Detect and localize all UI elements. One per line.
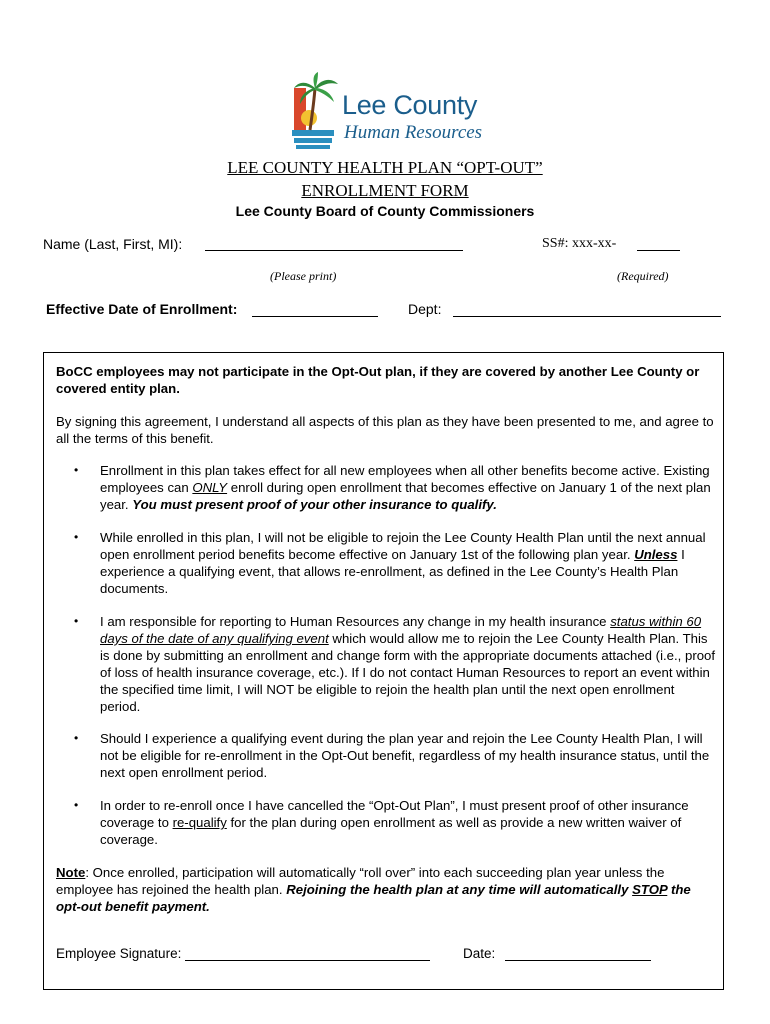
bullet-5-text <box>100 797 718 848</box>
bullet-1-proof: You must present proof of your other insurance to qualify. <box>132 497 497 512</box>
note-part-d: the opt-out benefit payment. <box>56 882 691 914</box>
form-title-line2 <box>0 181 770 201</box>
bullet-2-text <box>100 529 718 597</box>
logo-title: Lee County <box>342 90 478 120</box>
note-stop: STOP <box>632 882 668 897</box>
note-part-b: Rejoining the health plan at any time will automatically <box>286 882 633 897</box>
name-label: Name (Last, First, MI): <box>43 236 183 252</box>
effective-date-field[interactable] <box>252 316 378 317</box>
lee-county-logo <box>288 72 488 154</box>
signature-field[interactable] <box>185 960 430 961</box>
effective-date-label: Effective Date of Enrollment: <box>46 301 238 317</box>
bullet-3-part-c: which would allow me to rejoin the Lee County Health Plan. This is done by submitting an enrollment and change form with the appropriate documents attached (i.e., proof of loss of health insurance coverage, etc.). If I do not contact Human Resources to report an event within the specified time limit, I will NOT be eligible to rejoin the health plan until the next open enrollment period. <box>100 631 716 714</box>
bullet-4: • <box>74 731 79 745</box>
ss-label: SS#: xxx-xx- <box>542 236 617 251</box>
bullet-1-text <box>100 462 718 513</box>
bullet-2-unless: Unless <box>634 547 678 562</box>
bullet-3-part-a: I am responsible for reporting to Human Resources any change in my health insurance <box>100 614 611 629</box>
bullet-2: • <box>74 530 79 544</box>
date-label: Date: <box>463 946 496 961</box>
ss-hint: (Required) <box>617 269 669 283</box>
bullet-5-requalify: re-qualify <box>172 815 227 830</box>
bullet-3-status: status within 60 days of the date of any qualifying event <box>100 614 702 646</box>
signature-label: Employee Signature: <box>56 946 182 961</box>
form-title-line2-text: ENROLLMENT FORM <box>301 181 469 200</box>
form-title-line1: LEE COUNTY HEALTH PLAN “OPT-OUT” <box>227 158 543 177</box>
note-label: Note <box>56 865 86 880</box>
terms-box <box>43 352 724 990</box>
name-field[interactable] <box>205 250 463 251</box>
bullet-2-part-a: While enrolled in this plan, I will not be eligible to rejoin the Lee County Health Plan until the next annual open enrollment period benefits become effective on January 1st of the following plan year. <box>100 530 706 562</box>
bullet-3-text <box>100 613 718 715</box>
bullet-5-part-a: In order to re-enroll once I have cancelled the “Opt-Out Plan”, I must present proof of other insurance coverage to <box>100 798 689 830</box>
agreement-text: By signing this agreement, I understand all aspects of this plan as they have been presented to me, and agree to all the terms of this benefit. <box>56 414 714 446</box>
palm-tree-icon <box>288 72 342 154</box>
form-subtitle: Lee County Board of County Commissioners <box>235 203 535 219</box>
bullet-1-part-a: Enrollment in this plan takes effect for all new employees when all other benefits become active. Existing employees can <box>100 463 710 495</box>
bullet-4-text: Should I experience a qualifying event during the plan year and rejoin the Lee County Health Plan, I will not be eligible for re-enrollment in the Opt-Out benefit, regardless of my health insurance status, until the next open enrollment period. <box>100 731 710 780</box>
warning-text: BoCC employees may not participate in the Opt-Out plan, if they are covered by another Lee County or covered entity plan. <box>56 364 700 396</box>
note-part-a: : Once enrolled, participation will automatically “roll over” into each succeeding plan year unless the employee has rejoined the health plan. <box>56 865 665 897</box>
bullet-1-part-c: enroll during open enrollment that becomes effective on January 1 of the next plan year. <box>100 480 711 512</box>
logo-subtitle: Human Resources <box>344 122 483 143</box>
date-field[interactable] <box>505 960 651 961</box>
bullet-2-part-c: I experience a qualifying event, that allows re-enrollment, as defined in the Lee County’s Health Plan documents. <box>100 547 685 596</box>
dept-label: Dept: <box>408 301 442 317</box>
bullet-1-only: ONLY <box>192 480 228 495</box>
bullet-3: • <box>74 614 79 628</box>
dept-field[interactable] <box>453 316 721 317</box>
bullet-5-part-c: for the plan during open enrollment as well as provide a new written waiver of coverage. <box>100 815 682 847</box>
note-text <box>56 864 716 915</box>
ss-field[interactable] <box>637 250 680 251</box>
name-hint: (Please print) <box>270 269 337 283</box>
bullet-5: • <box>74 798 79 812</box>
bullet-1: • <box>74 463 79 477</box>
